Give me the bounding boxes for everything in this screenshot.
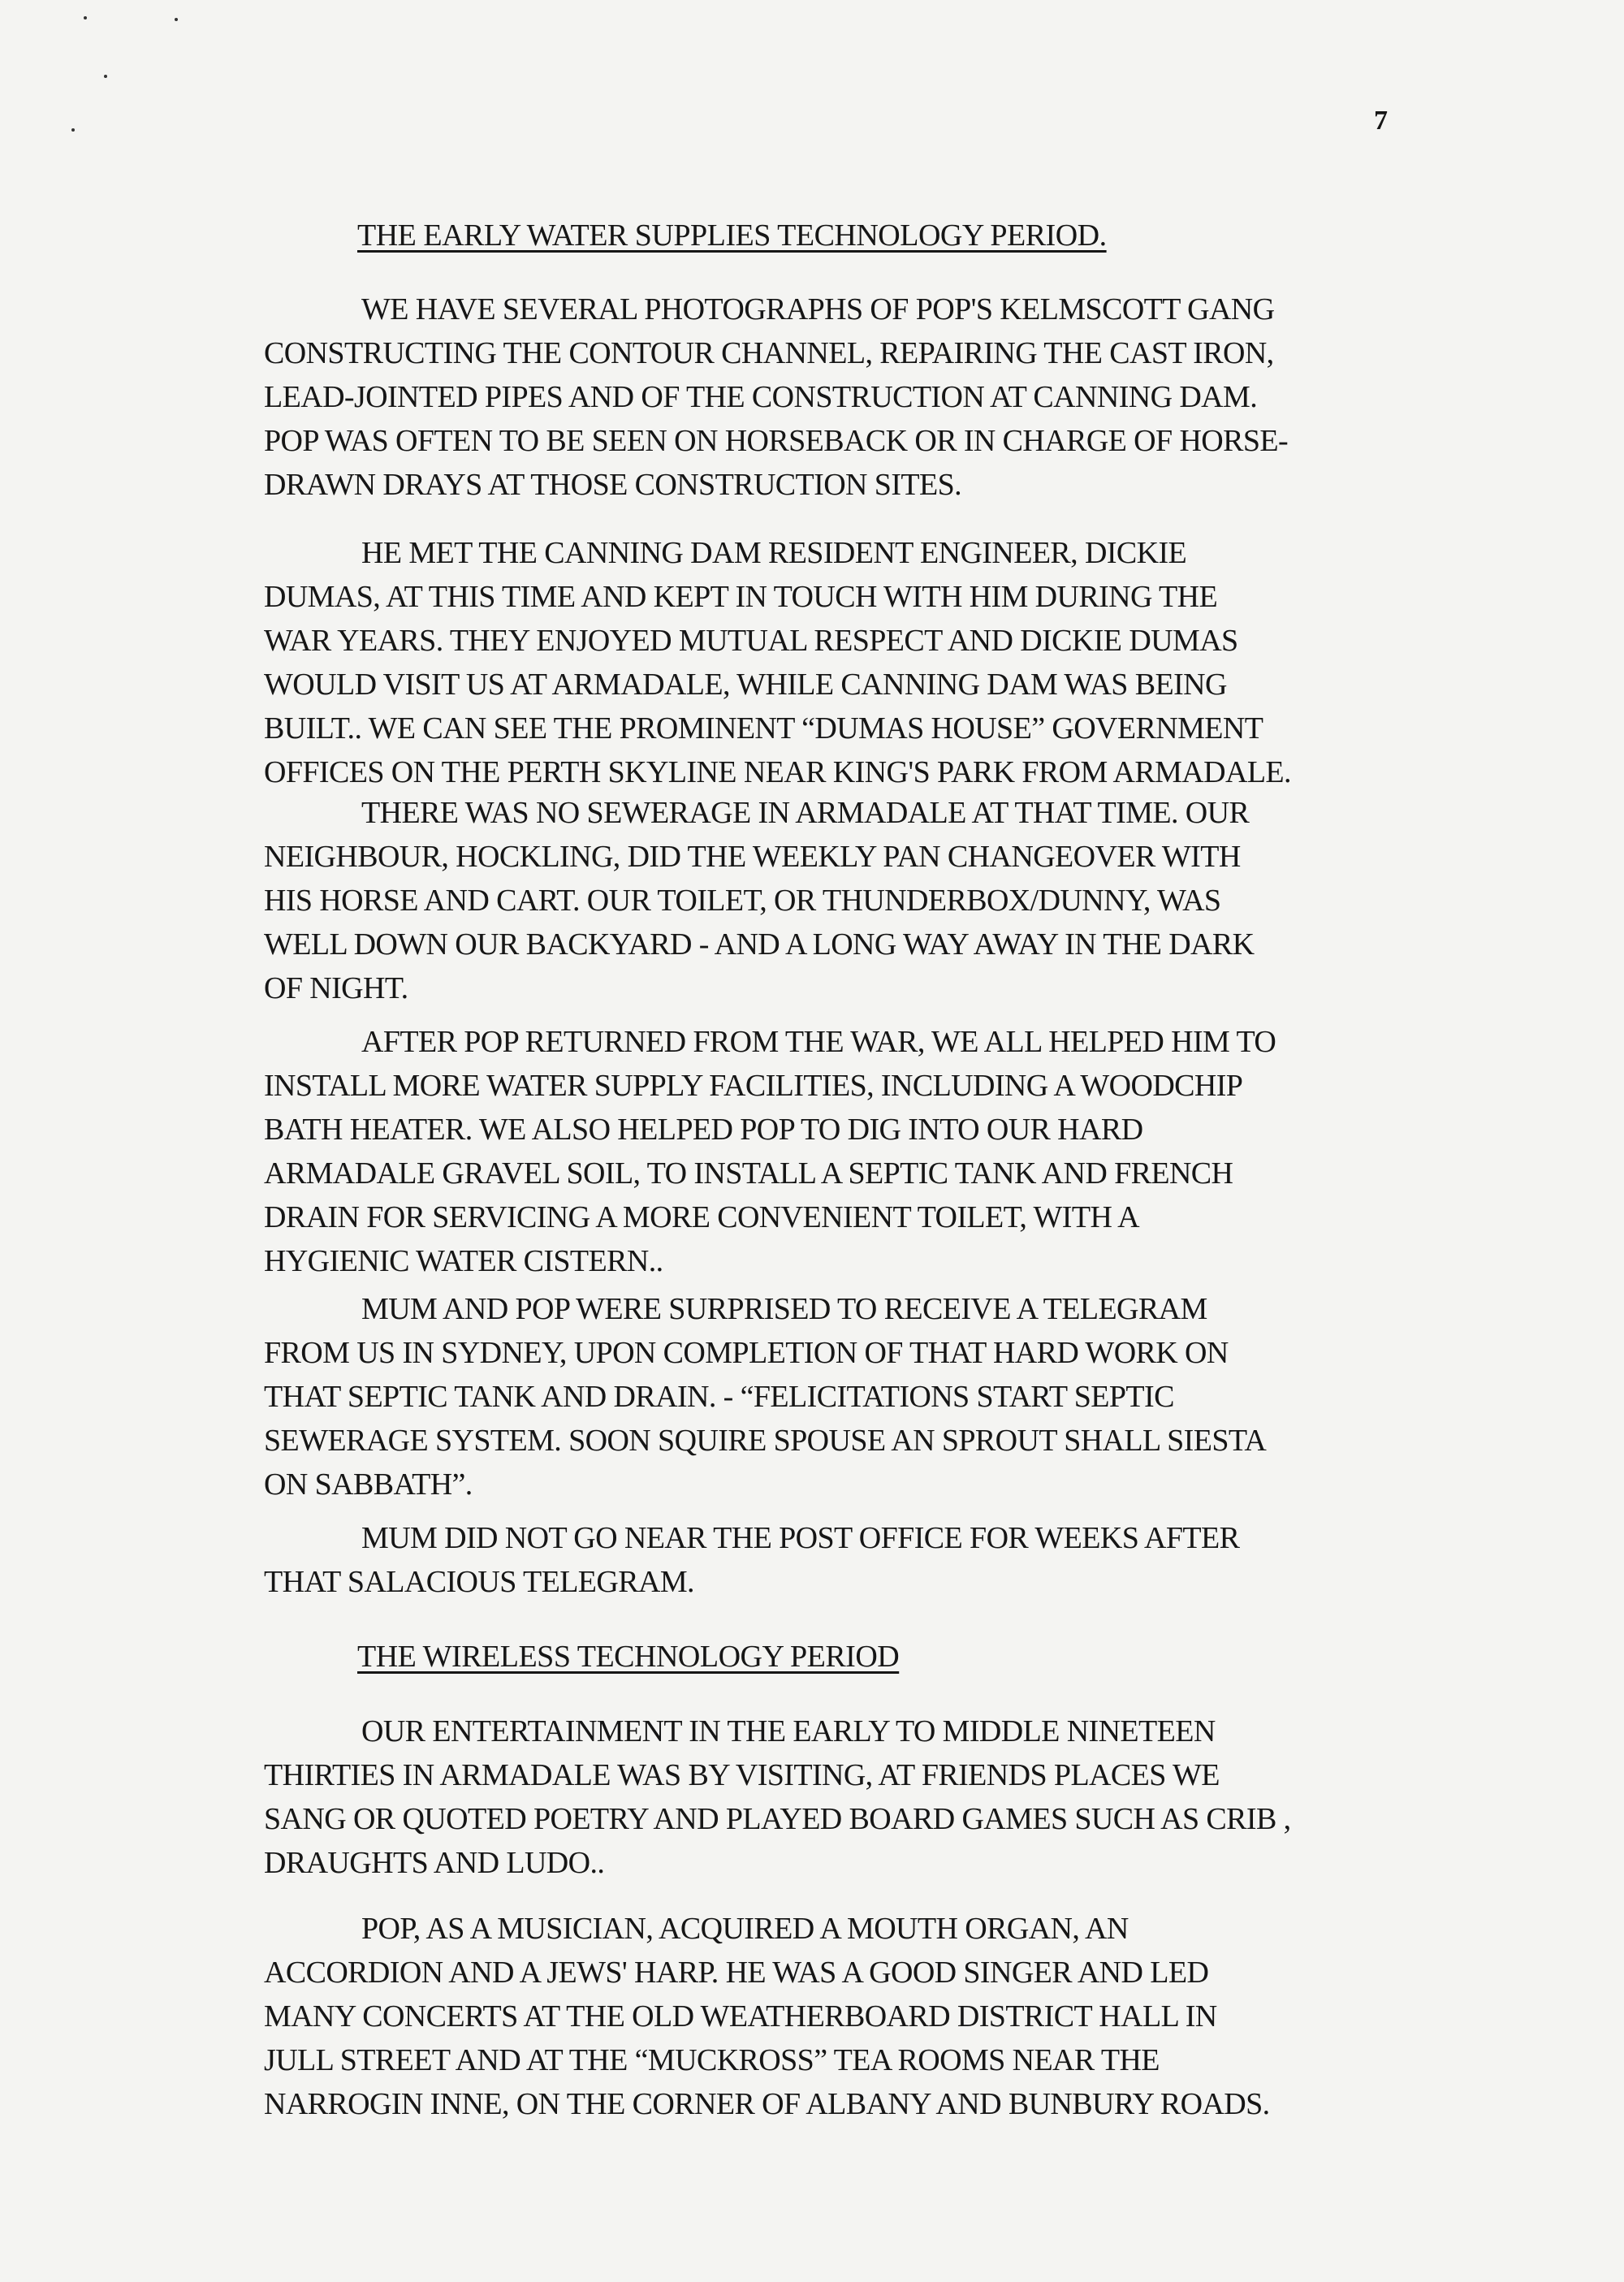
text-line: ARMADALE GRAVEL SOIL, TO INSTALL A SEPTIC TANK AND FRENCH: [264, 1156, 1233, 1191]
text-line: ACCORDION AND A JEWS' HARP. HE WAS A GOOD SINGER AND LED: [264, 1956, 1209, 1990]
paragraph: [264, 1020, 1276, 1283]
text-line: JULL STREET AND AT THE “MUCKROSS” TEA ROOMS NEAR THE: [264, 2043, 1160, 2077]
paragraph: [264, 531, 1291, 794]
text-line: NARROGIN INNE, ON THE CORNER OF ALBANY AND BUNBURY ROADS.: [264, 2087, 1270, 2121]
text-line: HIS HORSE AND CART. OUR TOILET, OR THUNDERBOX/DUNNY, WAS: [264, 884, 1221, 918]
paragraph: [264, 1516, 1239, 1604]
paragraph: [264, 1709, 1291, 1885]
text-line: OFFICES ON THE PERTH SKYLINE NEAR KING'S PARK FROM ARMADALE.: [264, 755, 1291, 789]
text-line: SANG OR QUOTED POETRY AND PLAYED BOARD GAMES SUCH AS CRIB ,: [264, 1802, 1291, 1836]
text-line: WOULD VISIT US AT ARMADALE, WHILE CANNING DAM WAS BEING: [264, 668, 1227, 702]
text-line: SEWERAGE SYSTEM. SOON SQUIRE SPOUSE AN SPROUT SHALL SIESTA: [264, 1424, 1267, 1458]
text-line: POP WAS OFTEN TO BE SEEN ON HORSEBACK OR IN CHARGE OF HORSE-: [264, 424, 1289, 458]
text-line: OUR ENTERTAINMENT IN THE EARLY TO MIDDLE NINETEEN: [361, 1714, 1216, 1748]
text-line: WAR YEARS. THEY ENJOYED MUTUAL RESPECT AND DICKIE DUMAS: [264, 624, 1238, 658]
text-line: MUM DID NOT GO NEAR THE POST OFFICE FOR WEEKS AFTER: [361, 1521, 1240, 1555]
text-line: THAT SALACIOUS TELEGRAM.: [264, 1565, 694, 1599]
text-line: NEIGHBOUR, HOCKLING, DID THE WEEKLY PAN CHANGEOVER WITH: [264, 840, 1241, 874]
text-line: THAT SEPTIC TANK AND DRAIN. - “FELICITATIONS START SEPTIC: [264, 1380, 1174, 1414]
text-line: CONSTRUCTING THE CONTOUR CHANNEL, REPAIRING THE CAST IRON,: [264, 336, 1274, 370]
text-line: DRAUGHTS AND LUDO..: [264, 1846, 605, 1880]
text-line: MUM AND POP WERE SURPRISED TO RECEIVE A TELEGRAM: [361, 1292, 1207, 1326]
text-line: WE HAVE SEVERAL PHOTOGRAPHS OF POP'S KELMSCOTT GANG: [361, 292, 1275, 326]
scan-speck: [84, 16, 87, 19]
section-heading: THE EARLY WATER SUPPLIES TECHNOLOGY PERIOD.: [357, 218, 1107, 253]
text-line: INSTALL MORE WATER SUPPLY FACILITIES, INCLUDING A WOODCHIP: [264, 1069, 1243, 1103]
text-line: MANY CONCERTS AT THE OLD WEATHERBOARD DISTRICT HALL IN: [264, 1999, 1217, 2033]
text-line: BATH HEATER. WE ALSO HELPED POP TO DIG INTO OUR HARD: [264, 1113, 1143, 1147]
text-line: HE MET THE CANNING DAM RESIDENT ENGINEER, DICKIE: [361, 536, 1187, 570]
scan-speck: [71, 128, 75, 132]
text-line: LEAD-JOINTED PIPES AND OF THE CONSTRUCTION AT CANNING DAM.: [264, 380, 1258, 414]
text-line: BUILT.. WE CAN SEE THE PROMINENT “DUMAS HOUSE” GOVERNMENT: [264, 711, 1263, 746]
paragraph: [264, 287, 1288, 507]
text-line: HYGIENIC WATER CISTERN..: [264, 1244, 663, 1278]
scan-speck: [104, 75, 107, 78]
page-number: 7: [1374, 106, 1388, 136]
paragraph: [264, 1287, 1266, 1506]
paragraph: [264, 1907, 1270, 2126]
text-line: ON SABBATH”.: [264, 1467, 473, 1502]
text-line: AFTER POP RETURNED FROM THE WAR, WE ALL HELPED HIM TO: [361, 1025, 1276, 1059]
text-line: FROM US IN SYDNEY, UPON COMPLETION OF THAT HARD WORK ON: [264, 1336, 1229, 1370]
text-line: DUMAS, AT THIS TIME AND KEPT IN TOUCH WITH HIM DURING THE: [264, 580, 1218, 614]
scan-speck: [175, 18, 178, 21]
paragraph: [264, 791, 1254, 1010]
text-line: OF NIGHT.: [264, 971, 408, 1005]
text-line: POP, AS A MUSICIAN, ACQUIRED A MOUTH ORGAN, AN: [361, 1912, 1129, 1946]
section-heading: THE WIRELESS TECHNOLOGY PERIOD: [357, 1640, 900, 1674]
text-line: DRAWN DRAYS AT THOSE CONSTRUCTION SITES.: [264, 468, 962, 502]
text-line: THERE WAS NO SEWERAGE IN ARMADALE AT THAT TIME. OUR: [361, 796, 1250, 830]
text-line: THIRTIES IN ARMADALE WAS BY VISITING, AT FRIENDS PLACES WE: [264, 1758, 1220, 1792]
text-line: WELL DOWN OUR BACKYARD - AND A LONG WAY AWAY IN THE DARK: [264, 927, 1255, 962]
text-line: DRAIN FOR SERVICING A MORE CONVENIENT TOILET, WITH A: [264, 1200, 1139, 1234]
